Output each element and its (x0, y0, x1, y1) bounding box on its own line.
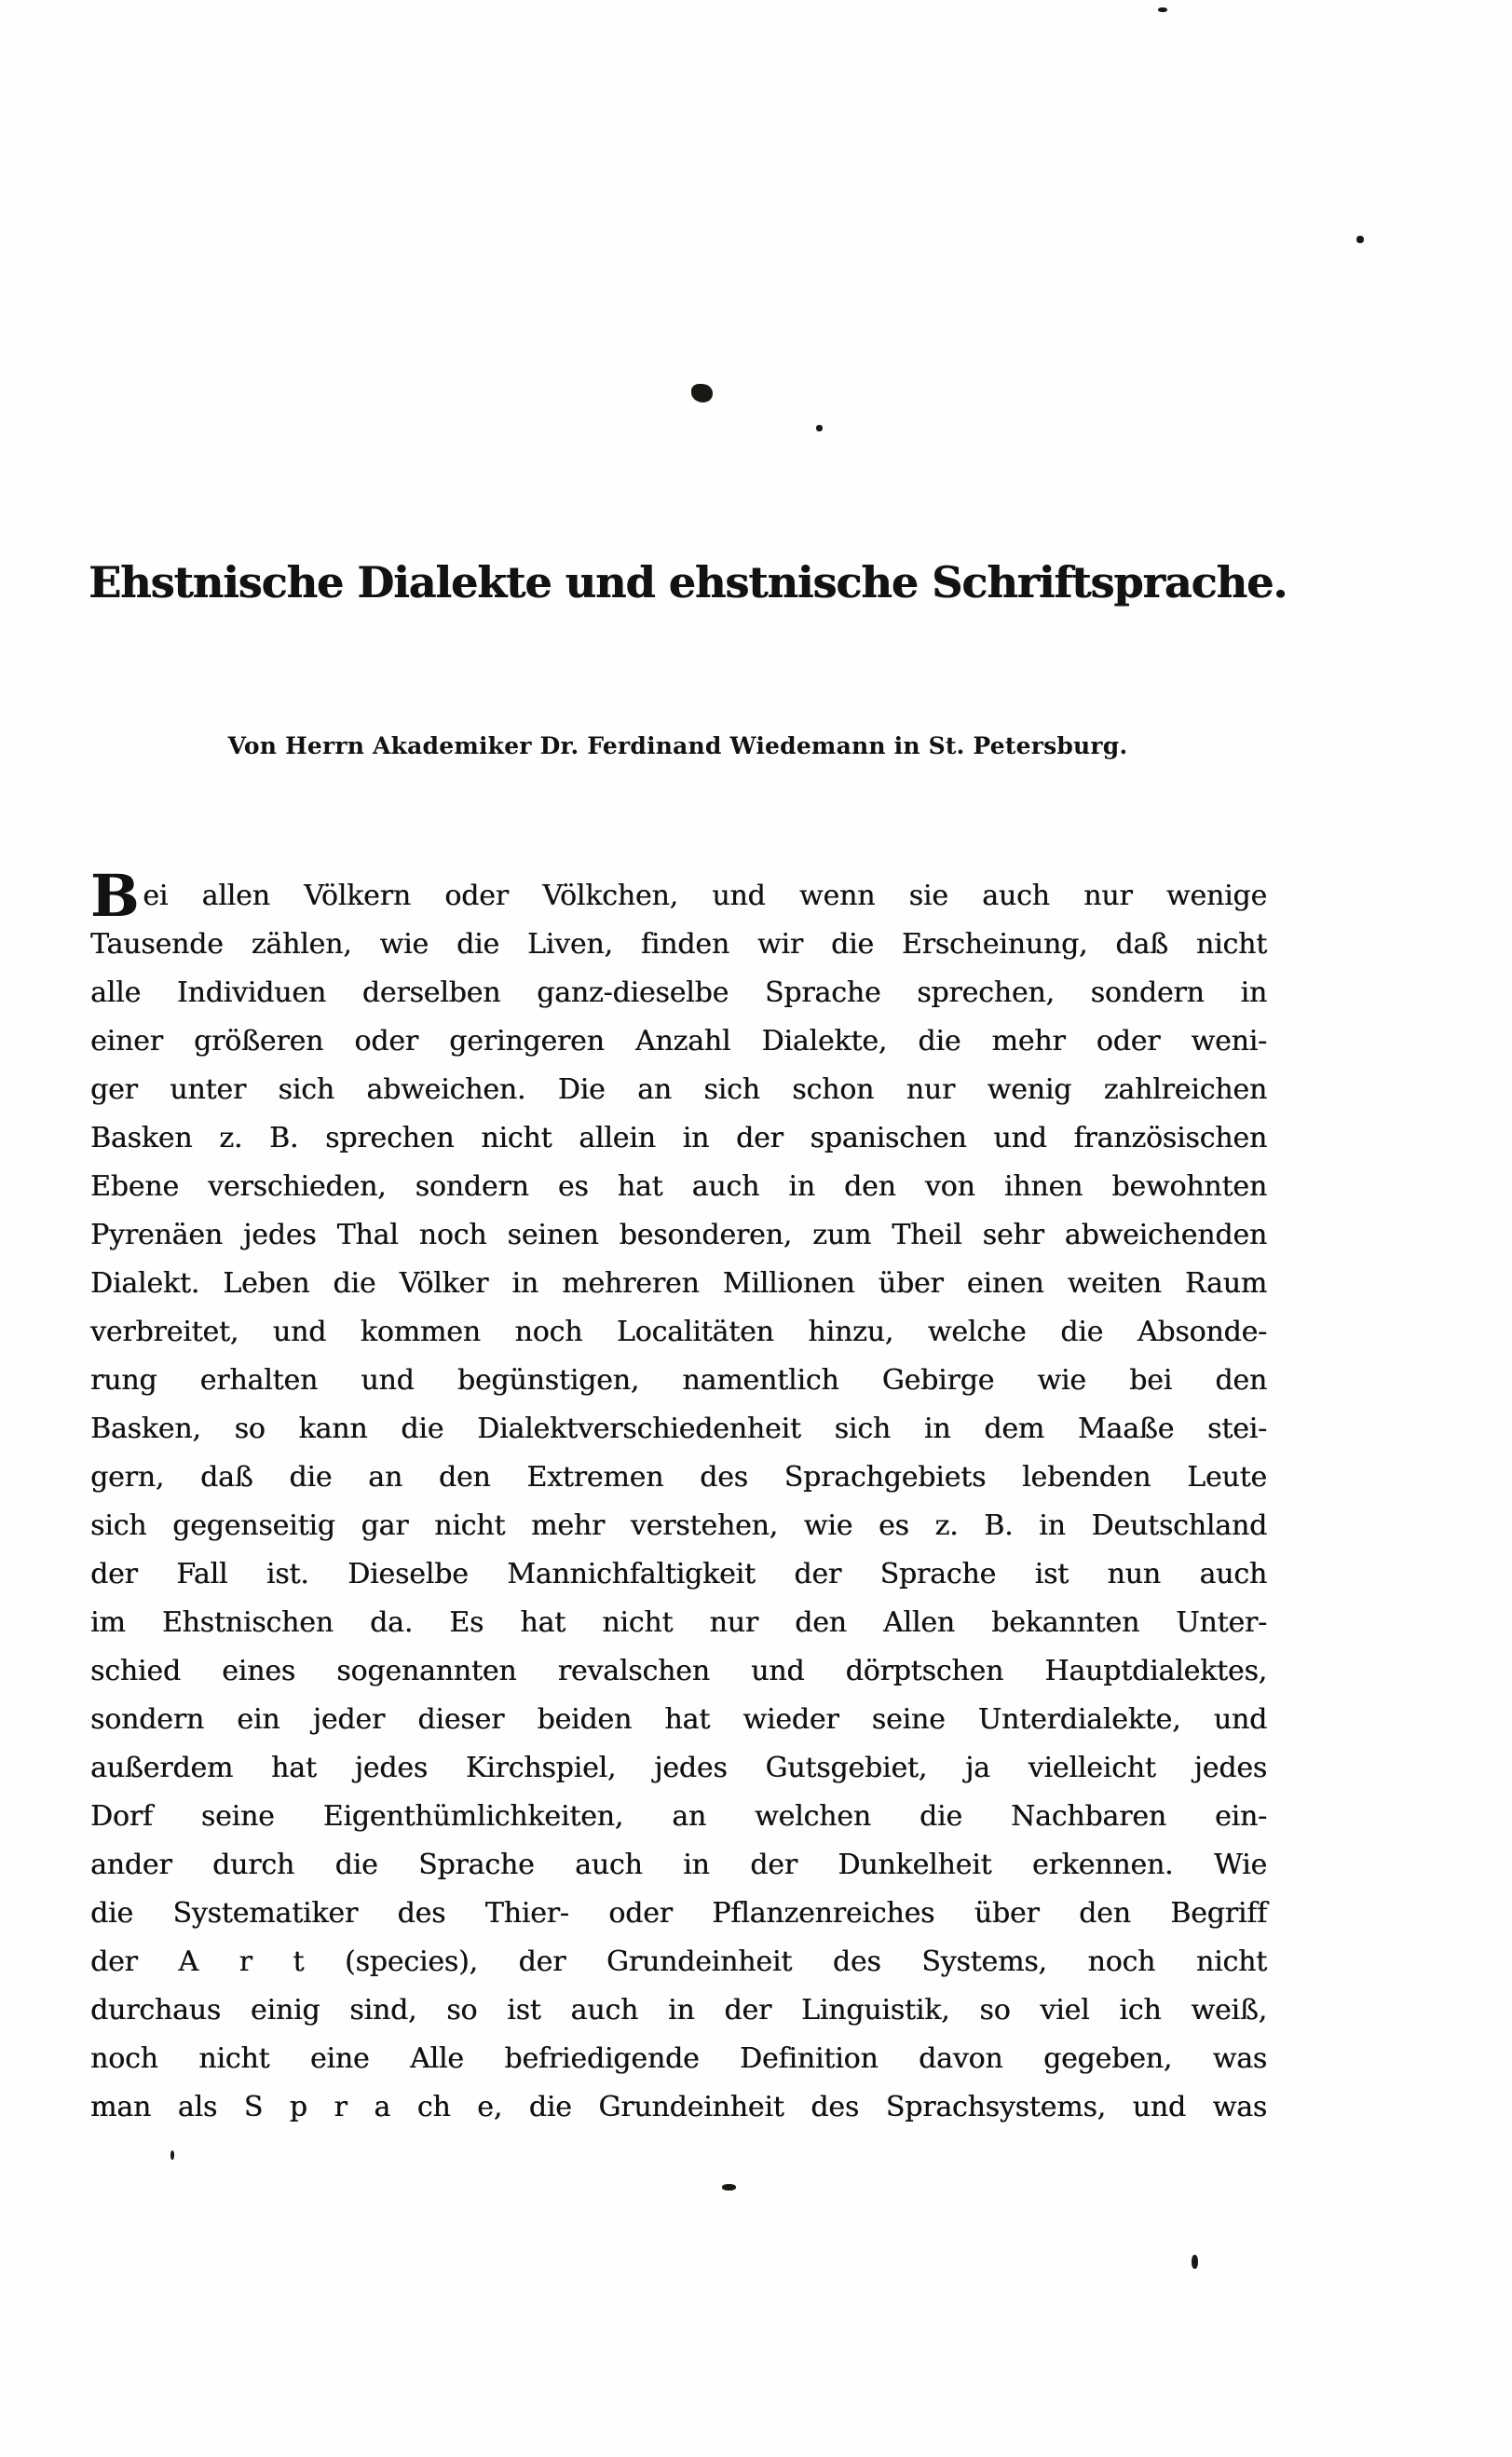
body-line (90, 1599, 1267, 1647)
body-line (90, 1890, 1267, 1938)
ink-speck (1192, 2255, 1198, 2269)
drop-cap-initial: B (90, 862, 140, 930)
body-line (90, 862, 1267, 930)
ink-blob (691, 384, 713, 403)
body-line-text: die Systematiker des Thier- oder Pflanzenreiches über den Begriff (90, 1897, 1267, 1930)
body-line-text: ander durch die Sprache auch in der Dunkelheit erkennen. Wie (90, 1849, 1267, 1881)
body-line-text: ger unter sich abweichen. Die an sich schon nur wenig zahlreichen (90, 1073, 1267, 1106)
body-line (90, 1308, 1267, 1357)
body-line-text: Dialekt. Leben die Völker in mehreren Millionen über einen weiten Raum (90, 1267, 1267, 1300)
body-line-text: Pyrenäen jedes Thal noch seinen besonderen, zum Theil sehr abweichenden (90, 1219, 1267, 1251)
body-line-text: ei allen Völkern oder Völkchen, und wenn sie auch nur wenige (143, 880, 1267, 912)
body-line (90, 1502, 1267, 1550)
body-line (90, 1986, 1267, 2035)
body-line (90, 1696, 1267, 1744)
body-line (90, 1793, 1267, 1841)
ink-speck (1356, 236, 1364, 243)
ink-speck (722, 2184, 736, 2191)
ink-speck (170, 2150, 174, 2160)
body-line-text: Ebene verschieden, sondern es hat auch in den von ihnen bewohnten (90, 1170, 1267, 1203)
article-body (90, 862, 1267, 2132)
ink-speck (816, 425, 823, 431)
body-line (90, 1357, 1267, 1405)
body-line-text: verbreitet, und kommen noch Localitäten hinzu, welche die Absonde- (90, 1316, 1267, 1348)
body-line (90, 969, 1267, 1017)
body-line-text: man als S p r a ch e, die Grundeinheit des Sprachsystems, und was (90, 2091, 1267, 2123)
article-title: Ehstnische Dialekte und ehstnische Schriftsprache. (89, 557, 1287, 607)
body-line-text: der Fall ist. Dieselbe Mannichfaltigkeit der Sprache ist nun auch (90, 1558, 1267, 1590)
body-line-text: im Ehstnischen da. Es hat nicht nur den Allen bekannten Unter- (90, 1606, 1267, 1639)
body-line-text: sich gegenseitig gar nicht mehr verstehen, wie es z. B. in Deutschland (90, 1509, 1267, 1542)
body-line-text: Basken, so kann die Dialektverschiedenheit sich in dem Maaße stei- (90, 1413, 1267, 1445)
body-line-text: alle Individuen derselben ganz-dieselbe Sprache sprechen, sondern in (90, 976, 1267, 1009)
body-line (90, 1114, 1267, 1163)
article-byline: Von Herrn Akademiker Dr. Ferdinand Wiedemann in St. Petersburg. (227, 732, 1128, 759)
body-line-text: einer größeren oder geringeren Anzahl Dialekte, die mehr oder weni- (90, 1025, 1267, 1058)
body-line (90, 1260, 1267, 1308)
body-line-text: rung erhalten und begünstigen, namentlich Gebirge wie bei den (90, 1364, 1267, 1397)
body-line-text: durchaus einig sind, so ist auch in der Linguistik, so viel ich weiß, (90, 1994, 1267, 2027)
body-line-text: sondern ein jeder dieser beiden hat wieder seine Unterdialekte, und (90, 1703, 1267, 1736)
body-line (90, 1405, 1267, 1454)
body-line-text: noch nicht eine Alle befriedigende Definition davon gegeben, was (90, 2042, 1267, 2075)
body-line (90, 1017, 1267, 1066)
body-line (90, 1550, 1267, 1599)
ink-speck (1158, 7, 1167, 12)
body-line (90, 921, 1267, 969)
body-line (90, 1841, 1267, 1890)
body-line-text: Tausende zählen, wie die Liven, finden wir die Erscheinung, daß nicht (90, 928, 1267, 961)
body-line (90, 1211, 1267, 1260)
body-line-text: gern, daß die an den Extremen des Sprachgebiets lebenden Leute (90, 1461, 1267, 1494)
body-line (90, 1454, 1267, 1502)
body-line-text: Basken z. B. sprechen nicht allein in der spanischen und französischen (90, 1122, 1267, 1154)
body-line-text: der A r t (species), der Grundeinheit des Systems, noch nicht (90, 1945, 1267, 1978)
body-line (90, 1744, 1267, 1793)
body-line (90, 1163, 1267, 1211)
body-line (90, 1647, 1267, 1696)
body-line (90, 1938, 1267, 1986)
body-line (90, 2083, 1267, 2132)
body-line-text: schied eines sogenannten revalschen und dörptschen Hauptdialektes, (90, 1655, 1267, 1687)
body-line-text: Dorf seine Eigenthümlichkeiten, an welchen die Nachbaren ein- (90, 1800, 1267, 1833)
body-line (90, 2035, 1267, 2083)
body-line (90, 1066, 1267, 1114)
body-line-text: außerdem hat jedes Kirchspiel, jedes Gutsgebiet, ja vielleicht jedes (90, 1752, 1267, 1784)
